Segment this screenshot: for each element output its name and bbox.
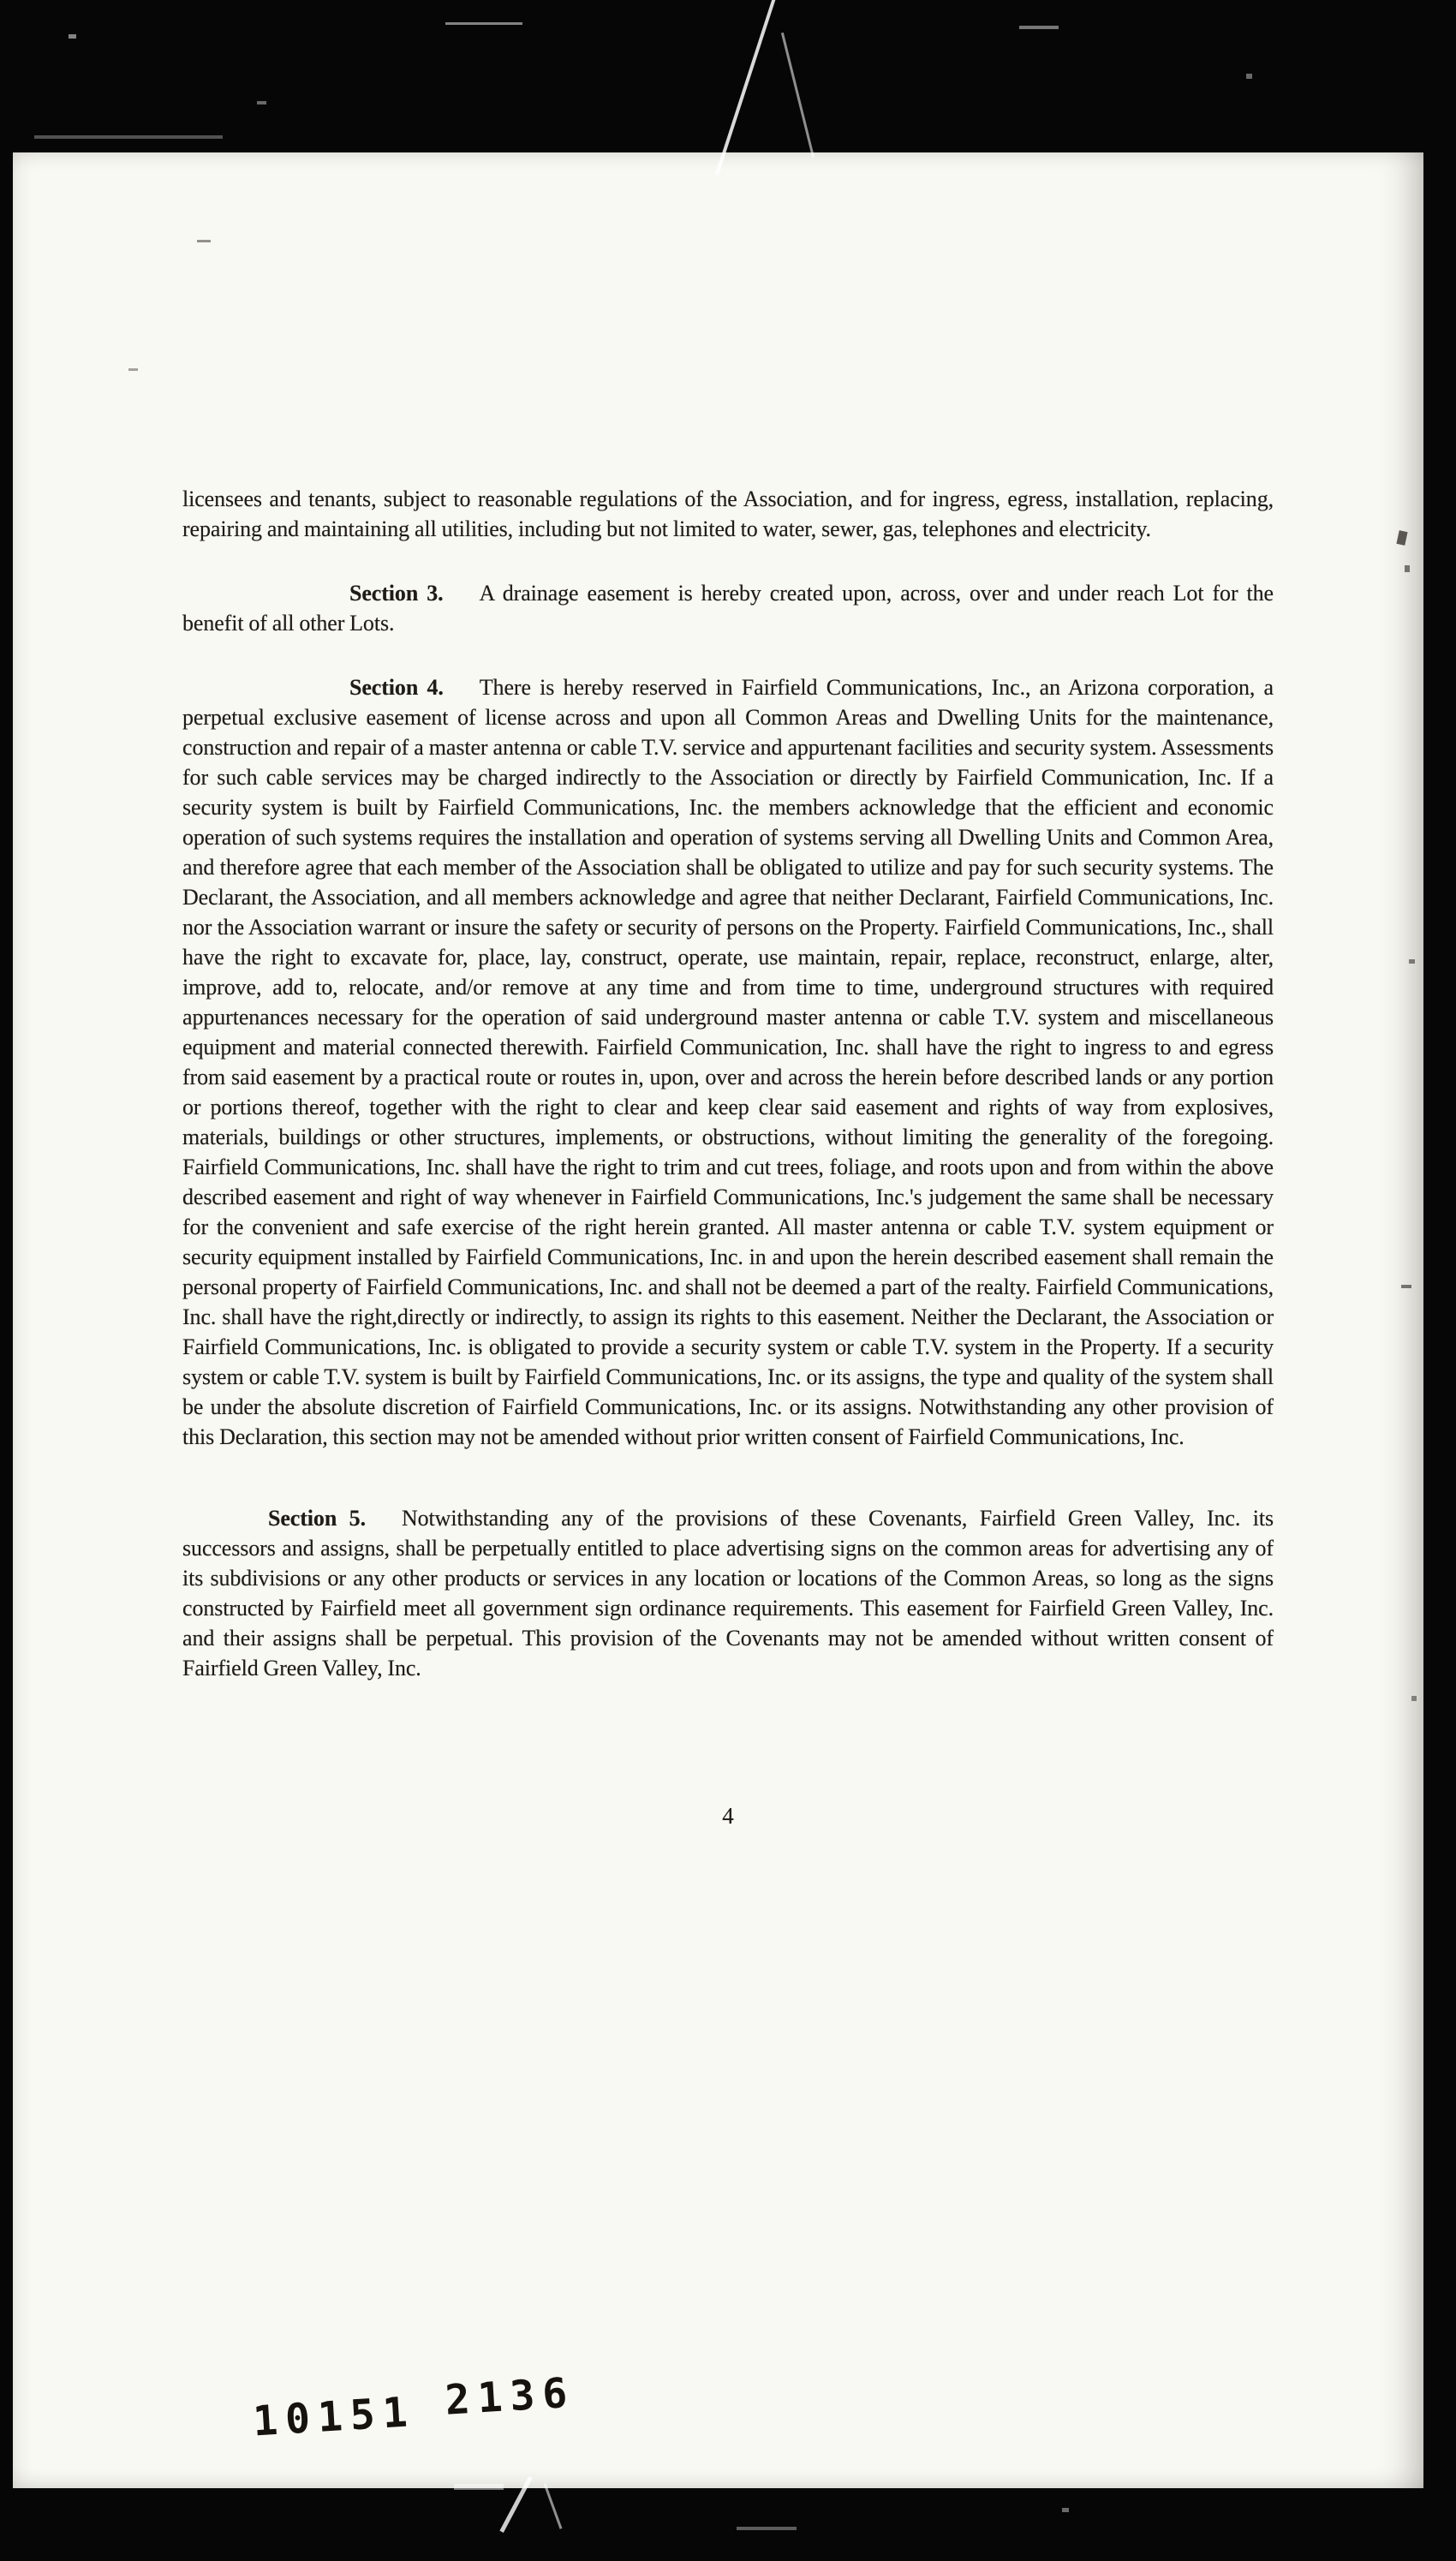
scan-artifact [34, 135, 223, 139]
scan-artifact [1019, 26, 1059, 29]
section-3-body: A drainage easement is hereby created upon, across, over and under reach Lot for the benefit of all other Lots. [182, 581, 1274, 636]
scan-artifact [1246, 74, 1252, 79]
scan-artifact [544, 2483, 563, 2529]
continuation-paragraph: licensees and tenants, subject to reasonable regulations of the Association, and for ingress, egress, installation, replacing, repairing and maintaining all utilities, including but not limited to water, sewer, gas, telephones and electricity. [182, 487, 1274, 541]
recording-stamp-docket: 10151 [251, 2387, 417, 2446]
section-3-paragraph [182, 578, 1274, 638]
scan-artifact [781, 33, 815, 158]
document-content [13, 152, 1423, 1830]
page-number: 4 [722, 1803, 734, 1829]
recording-stamp-page: 2136 [444, 2368, 576, 2425]
scan-artifact [737, 2527, 797, 2530]
section-4-body: There is hereby reserved in Fairfield Communications, Inc., an Arizona corporation, a perpetual exclusive easement of license across and upon all Common Areas and Dwelling Units for the maintenance, construction and repair of a master antenna or cable T.V. service and appurtenant facilities and security system. Assessments for such cable services may be charged indirectly to the Association or directly by Fairfield Communication, Inc. If a security system is built by Fairfield Communications, Inc. the members acknowledge that the efficient and economic operation of such systems requires the installation and operation of systems serving all Dwelling Units and Common Area, and therefore agree that each member of the Association shall be obligated to utilize and pay for such security systems. The Declarant, the Association, and all members acknowledge and agree that neither Declarant, Fairfield Communications, Inc. nor the Association warrant or insure the safety or security of persons on the Property. Fairfield Communications, Inc., shall have the right to excavate for, place, lay, construct, operate, use maintain, repair, replace, reconstruct, enlarge, alter, improve, add to, relocate, and/or remove at any time and from time to time, underground structures with required appurtenances necessary for the operation of said underground master antenna or cable T.V. system and miscellaneous equipment and material connected therewith. Fairfield Communication, Inc. shall have the right to ingress to and egress from said easement by a practical route or routes in, upon, over and across the herein before described lands or any portion or portions thereof, together with the right to clear and keep clear said easement and rights of way from explosives, materials, buildings or other structures, implements, or obstructions, without limiting the generality of the foregoing. Fairfield Communications, Inc. shall have the right to trim and cut trees, foliage, and roots upon and from within the above described easement and right of way whenever in Fairfield Communications, Inc.'s judgement the same shall be necessary for the convenient and safe exercise of the right herein granted. All master antenna or cable T.V. system equipment or security equipment installed by Fairfield Communications, Inc. in and upon the herein described easement shall remain the personal property of Fairfield Communications, Inc. and shall not be deemed a part of the realty. Fairfield Communications, Inc. shall have the right,directly or indirectly, to assign its rights to this easement. Neither the Declarant, the Association or Fairfield Communications, Inc. is obligated to provide a security system or cable T.V. system in the Property. If a security system or cable T.V. system is built by Fairfield Communications, Inc. or its assigns, the type and quality of the system shall be under the absolute discretion of Fairfield Communications, Inc. or its assigns. Notwithstanding any other provision of this Declaration, this section may not be amended without prior written consent of Fairfield Communications, Inc. [182, 675, 1274, 1449]
scan-artifact [715, 0, 782, 176]
section-4-heading: Section 4. [349, 675, 444, 700]
section-5-paragraph [182, 1503, 1274, 1683]
scan-artifact [257, 101, 266, 104]
scan-artifact [1062, 2508, 1069, 2512]
section-3-heading: Section 3. [349, 581, 444, 606]
paper-sheet [13, 152, 1423, 2488]
section-5-heading: Section 5. [268, 1506, 366, 1531]
scan-artifact [445, 22, 522, 25]
section-5-body: Notwithstanding any of the provisions of these Covenants, Fairfield Green Valley, Inc. its successors and assigns, shall be perpetually entitled to place advertising signs on the common areas for advertising any of its subdivisions or any other products or services in any location or locations of the Common Areas, so long as the signs constructed by Fairfield meet all government sign ordinance requirements. This easement for Fairfield Green Valley, Inc. and their assigns shall be perpetual. This provision of the Covenants may not be amended without written consent of Fairfield Green Valley, Inc. [182, 1506, 1274, 1680]
scan-artifact [69, 34, 76, 39]
section-4-paragraph [182, 672, 1274, 1452]
